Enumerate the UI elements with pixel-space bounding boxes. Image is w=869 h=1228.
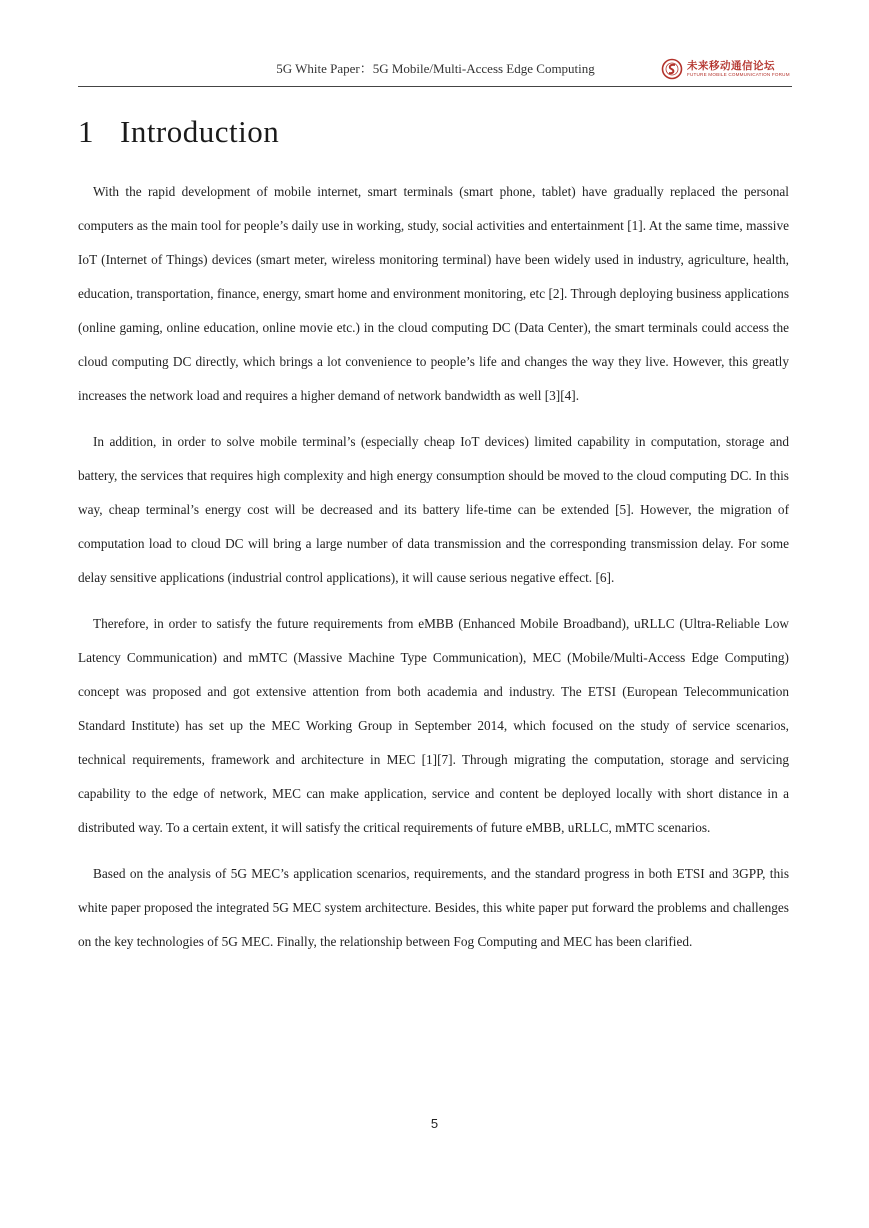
section-number: 1 — [78, 114, 94, 149]
paragraph: Therefore, in order to satisfy the future requirements from eMBB (Enhanced Mobile Broadband), uRLLC (Ultra-Reliable Low Latency Communication) and mMTC (Massive Machine Type Communication), MEC (Mobile/Multi-Access Edge Computing) concept was proposed and got extensive attention from both academia and industry. The ETSI (European Telecommunication Standard Institute) has set up the MEC Working Group in September 2014, which focused on the study of service scenarios, technical requirements, framework and architecture in MEC [1][7]. Through migrating the computation, storage and servicing capability to the edge of network, MEC can make application, service and content be deployed locally with short distance in a distributed way. To a certain extent, it will satisfy the critical requirements of future eMBB, uRLLC, mMTC scenarios. — [78, 616, 789, 835]
running-header — [78, 56, 792, 87]
logo-english-text: FUTURE MOBILE COMMUNICATION FORUM — [687, 72, 790, 77]
running-header-title: 5G White Paper：5G Mobile/Multi-Access Edge Computing — [276, 61, 595, 76]
forum-logo-icon — [661, 58, 683, 80]
paragraph: In addition, in order to solve mobile terminal’s (especially cheap IoT devices) limited capability in computation, storage and battery, the services that requires high complexity and high energy consumption should be moved to the cloud computing DC. In this way, cheap terminal’s energy cost will be decreased and its battery life-time can be extended [5]. However, the migration of computation load to cloud DC will bring a large number of data transmission and the corresponding transmission delay. For some delay sensitive applications (industrial control applications), it will cause serious negative effect. [6]. — [78, 434, 789, 585]
paragraph: With the rapid development of mobile internet, smart terminals (smart phone, tablet) have gradually replaced the personal computers as the main tool for people’s daily use in working, study, social activities and entertainment [1]. At the same time, massive IoT (Internet of Things) devices (smart meter, wireless monitoring terminal) have been widely used in industry, agriculture, health, education, transportation, finance, energy, smart home and environment monitoring, etc [2]. Through deploying business applications (online gaming, online education, online movie etc.) in the cloud computing DC (Data Center), the smart terminals could access the cloud computing DC directly, which brings a lot convenience to people’s life and changes the way they live. However, this greatly increases the network load and requires a higher demand of network bandwidth as well [3][4]. — [78, 184, 789, 403]
section-title: Introduction — [120, 114, 280, 149]
forum-logo — [661, 57, 793, 83]
paragraph: Based on the analysis of 5G MEC’s application scenarios, requirements, and the standard progress in both ETSI and 3GPP, this white paper proposed the integrated 5G MEC system architecture. Besides, this white paper put forward the problems and challenges on the key technologies of 5G MEC. Finally, the relationship between Fog Computing and MEC has been clarified. — [78, 866, 789, 949]
page-number: 5 — [430, 1116, 439, 1131]
logo-chinese-text: 未来移动通信论坛 — [687, 60, 775, 72]
body-text — [78, 175, 789, 971]
section-heading — [78, 114, 279, 150]
